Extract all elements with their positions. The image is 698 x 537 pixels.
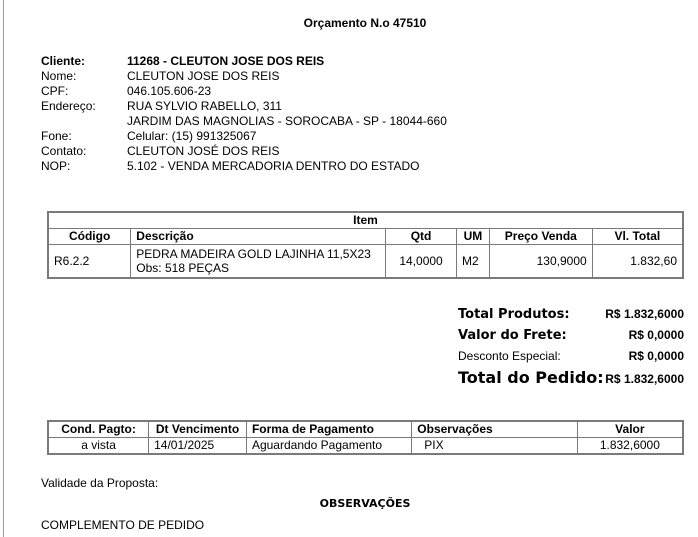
cell-codigo: R6.2.2 [48, 245, 131, 279]
valor-frete-value: R$ 0,0000 [628, 328, 684, 342]
endereco-2-label [41, 114, 127, 129]
header-qtd: Qtd [386, 229, 457, 245]
contato-value: CLEUTON JOSÉ DOS REIS [127, 144, 280, 158]
items-header-row [48, 229, 683, 245]
client-row-endereco [41, 99, 447, 114]
cell-valor: 1.832,6000 [577, 438, 683, 455]
desconto-label: Desconto Especial: [458, 349, 561, 363]
header-preco-venda: Preço Venda [489, 229, 592, 245]
header-dt-vencimento: Dt Vencimento [149, 421, 247, 438]
client-row-cliente [41, 54, 447, 69]
endereco-value: RUA SYLVIO RABELLO, 311 [127, 99, 282, 113]
document-title: Orçamento N.o 47510 [303, 16, 427, 30]
complemento-pedido: COMPLEMENTO DE PEDIDO [41, 518, 205, 532]
client-row-contato [41, 144, 447, 159]
payment-table [47, 420, 684, 455]
valor-frete-label: Valor do Frete: [458, 328, 567, 343]
contato-label: Contato: [41, 144, 87, 158]
cell-um: M2 [456, 245, 489, 279]
cell-vencimento: 14/01/2025 [149, 438, 247, 455]
payment-header-row [48, 421, 683, 438]
client-label: Cliente: [41, 54, 86, 68]
total-pedido-row [458, 368, 684, 390]
cell-cond-pagto: a vista [48, 438, 149, 455]
cell-forma-pagamento: Aguardando Pagamento [246, 438, 411, 455]
fone-label: Fone: [41, 129, 72, 143]
client-info [41, 54, 447, 174]
nome-label: Nome: [41, 69, 77, 83]
endereco-label: Endereço: [41, 99, 96, 113]
client-row-nop [41, 159, 447, 174]
header-cond-pagto: Cond. Pagto: [48, 421, 149, 438]
desconto-value: R$ 0,0000 [628, 349, 684, 363]
cpf-value: 046.105.606-23 [127, 84, 212, 98]
cell-descricao [131, 245, 386, 279]
item-description: PEDRA MADEIRA GOLD LAJINHA 11,5X23 [136, 247, 371, 261]
cell-total: 1.832,60 [592, 245, 683, 279]
desconto-row [458, 347, 684, 368]
total-produtos-value: R$ 1.832,6000 [605, 307, 684, 321]
cell-observacoes: PIX [412, 438, 577, 455]
cpf-label: CPF: [41, 84, 69, 98]
header-codigo: Código [48, 229, 131, 245]
items-table [47, 211, 684, 279]
observacoes-title: OBSERVAÇÕES [319, 497, 411, 510]
totals-block [458, 305, 684, 390]
total-produtos-label: Total Produtos: [458, 307, 570, 322]
validade-proposta: Validade da Proposta: [41, 476, 159, 490]
header-forma-pagamento: Forma de Pagamento [246, 421, 411, 438]
nop-value: 5.102 - VENDA MERCADORIA DENTRO DO ESTADO [127, 159, 420, 173]
total-pedido-label: Total do Pedido: [458, 368, 604, 387]
nome-value: CLEUTON JOSE DOS REIS [127, 69, 280, 83]
table-row [48, 438, 683, 455]
total-pedido-value: R$ 1.832,6000 [605, 372, 684, 386]
cell-preco: 130,9000 [489, 245, 592, 279]
endereco-2-value: JARDIM DAS MAGNOLIAS - SOROCABA - SP - 18044-660 [127, 114, 447, 128]
client-row-endereco-2 [41, 114, 447, 129]
cell-qtd: 14,0000 [386, 245, 457, 279]
item-obs: Obs: 518 PEÇAS [136, 261, 230, 275]
items-caption: Item [48, 212, 683, 229]
client-row-nome [41, 69, 447, 84]
table-row [48, 245, 683, 279]
fone-value: Celular: (15) 991325067 [127, 129, 257, 143]
header-vl-total: Vl. Total [592, 229, 683, 245]
client-row-fone [41, 129, 447, 144]
page-left-border [3, 0, 4, 537]
client-value: 11268 - CLEUTON JOSE DOS REIS [127, 54, 325, 68]
header-valor: Valor [577, 421, 683, 438]
nop-label: NOP: [41, 159, 71, 173]
header-descricao: Descrição [131, 229, 386, 245]
client-row-cpf [41, 84, 447, 99]
header-observacoes: Observações [412, 421, 577, 438]
header-um: UM [456, 229, 489, 245]
valor-frete-row [458, 326, 684, 347]
total-produtos-row [458, 305, 684, 326]
